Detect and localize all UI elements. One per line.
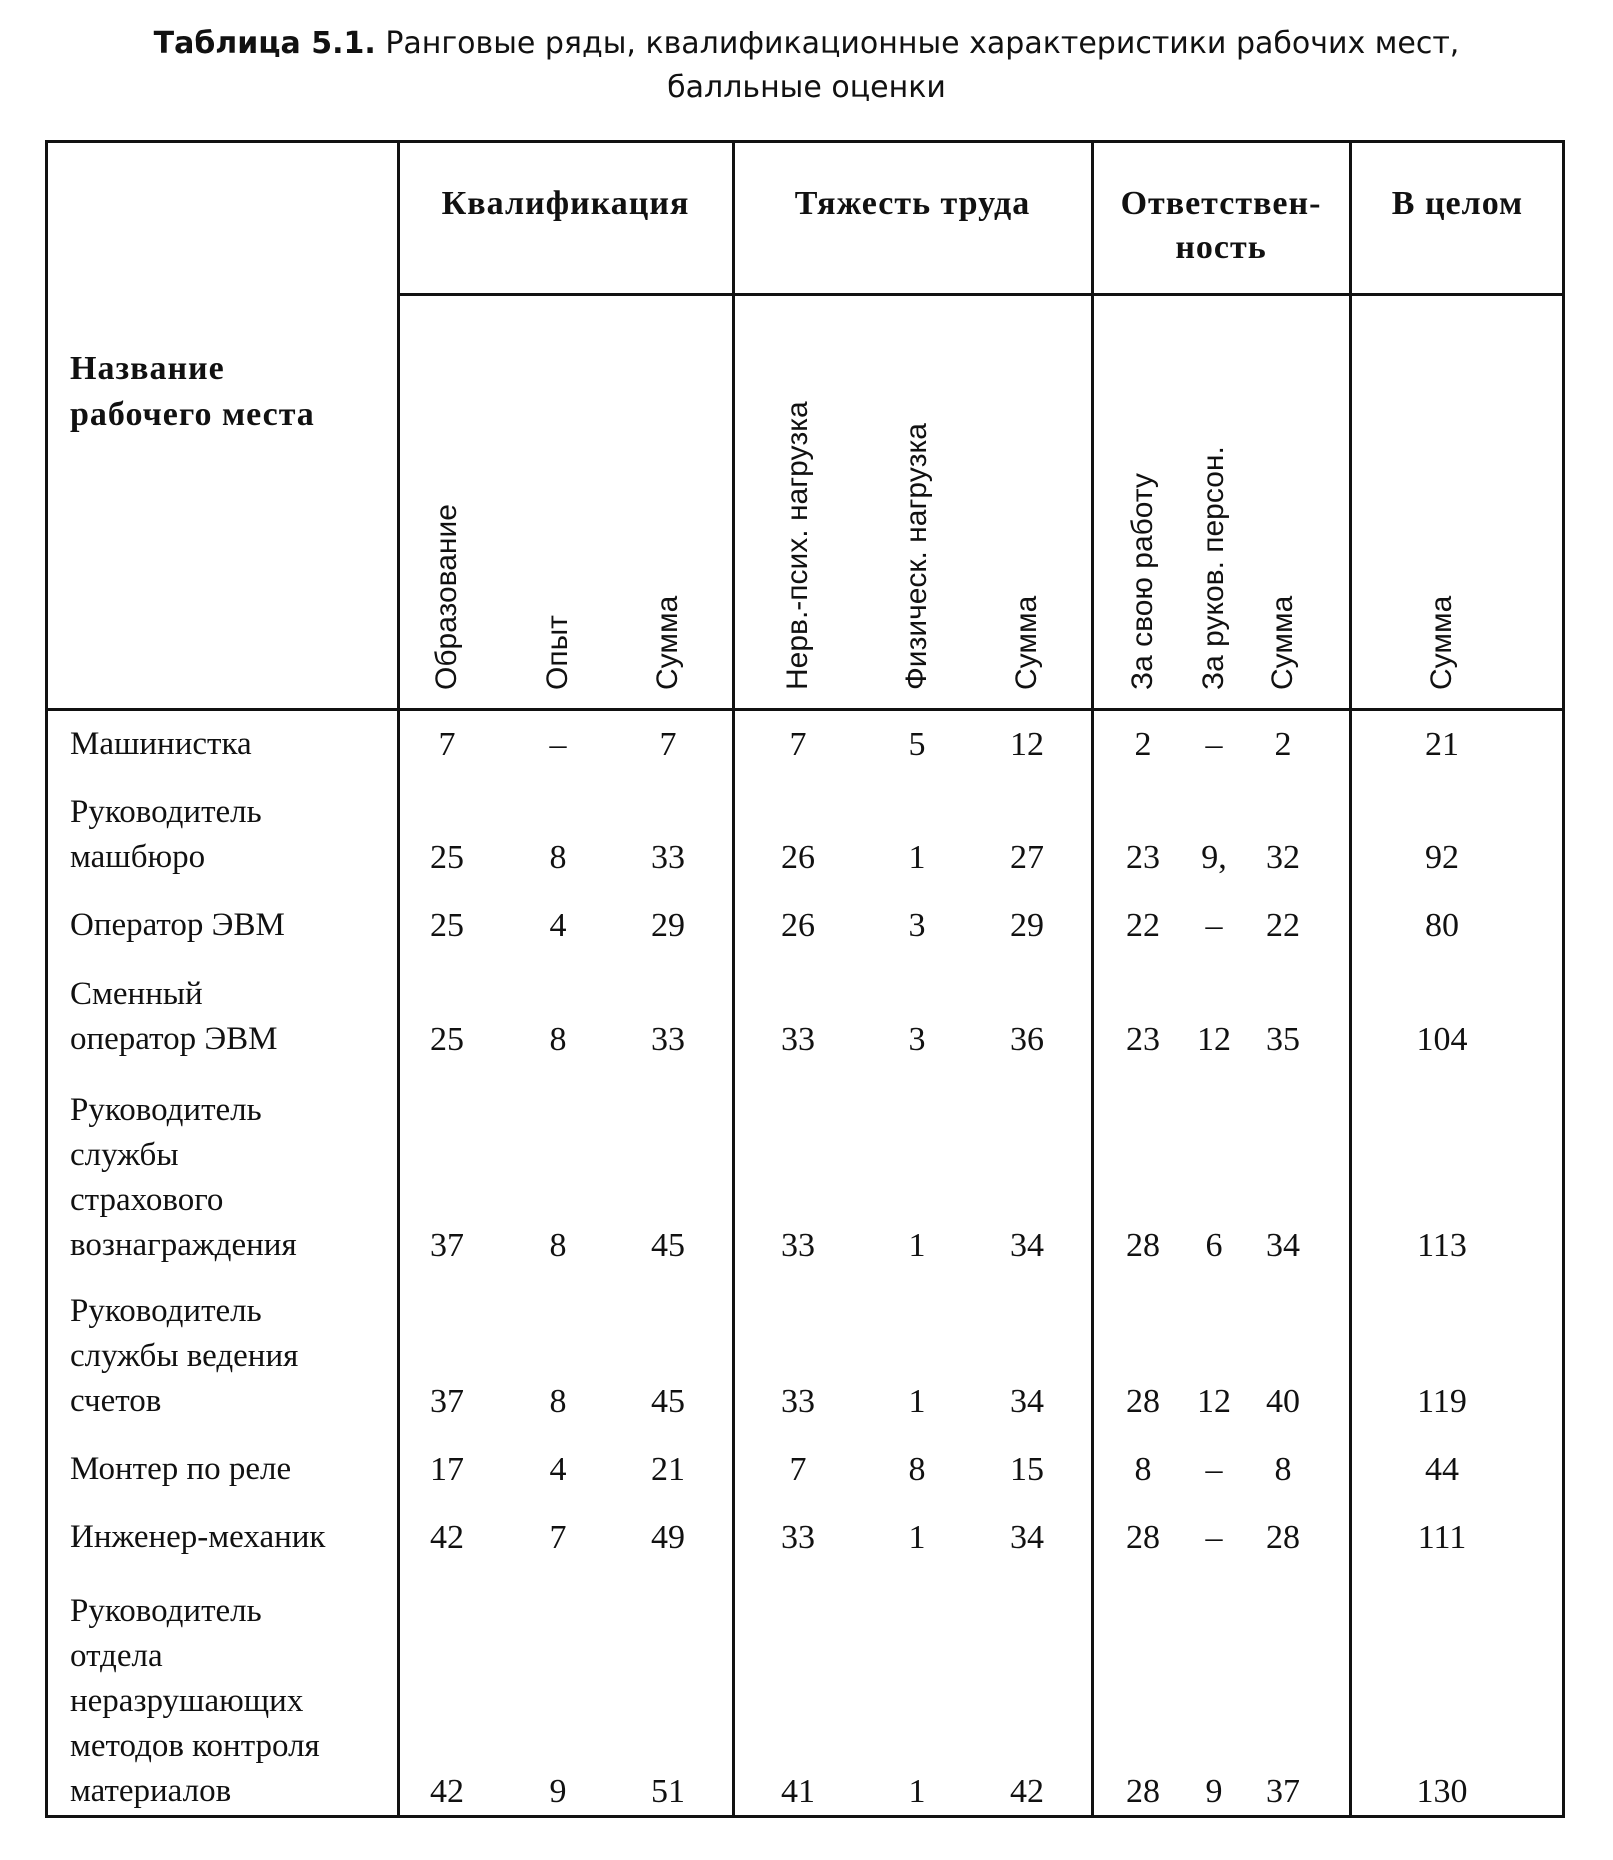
- table-cell: 33: [651, 1020, 685, 1058]
- row-name: [70, 722, 252, 767]
- subheader-10: Сумма: [1425, 595, 1458, 690]
- table-cell: 33: [781, 1020, 815, 1058]
- table-caption: [0, 22, 1613, 110]
- row-name-line: Машинистка: [70, 725, 252, 762]
- table-cell: 37: [430, 1382, 464, 1420]
- column-divider: [397, 140, 400, 1818]
- row-name-line: вознаграждения: [70, 1226, 297, 1263]
- caption-line-1: [0, 22, 1613, 66]
- table-cell: 111: [1417, 1518, 1467, 1556]
- table-cell: 8: [1274, 1450, 1292, 1488]
- table-cell: 42: [1010, 1772, 1044, 1810]
- table-cell: 34: [1266, 1226, 1300, 1264]
- table-cell: 80: [1425, 906, 1459, 944]
- row-name-line: Руководитель: [70, 1292, 262, 1329]
- table-cell: –: [1205, 906, 1223, 944]
- table-cell: 37: [1266, 1772, 1300, 1810]
- column-divider: [1349, 140, 1352, 1818]
- table-cell: 12: [1197, 1382, 1231, 1420]
- table-cell: 3: [908, 906, 926, 944]
- table-cell: 5: [908, 725, 926, 763]
- subheader-7: За свою работу: [1126, 473, 1159, 690]
- table-cell: 40: [1266, 1382, 1300, 1420]
- table-cell: 23: [1126, 1020, 1160, 1058]
- row-name-line: Оператор ЭВМ: [70, 906, 285, 943]
- table-cell: 21: [651, 1450, 685, 1488]
- table-cell: 1: [908, 1226, 926, 1264]
- row-name-line: методов контроля: [70, 1727, 320, 1764]
- table-cell: 22: [1266, 906, 1300, 944]
- table-cell: 21: [1425, 725, 1459, 763]
- table-cell: 51: [651, 1772, 685, 1810]
- row-name-line: отдела: [70, 1637, 163, 1674]
- row-name-line: Руководитель: [70, 1091, 262, 1128]
- table-cell: 28: [1126, 1382, 1160, 1420]
- group-header-line: В целом: [1391, 185, 1524, 222]
- row-name: [70, 1589, 320, 1814]
- group-header-heavy: [733, 182, 1092, 226]
- table-cell: 17: [430, 1450, 464, 1488]
- row-name: [70, 1515, 325, 1560]
- table-cell: 45: [651, 1382, 685, 1420]
- table-cell: 8: [549, 1020, 567, 1058]
- table-cell: 27: [1010, 838, 1044, 876]
- column-divider: [732, 140, 735, 1818]
- row-name-line: машбюро: [70, 838, 206, 875]
- table-cell: 8: [1134, 1450, 1152, 1488]
- name-header-line: Название: [70, 350, 225, 387]
- row-name-line: Монтер по реле: [70, 1450, 292, 1487]
- table-cell: 26: [781, 906, 815, 944]
- table-cell: 25: [430, 1020, 464, 1058]
- table-cell: 1: [908, 1382, 926, 1420]
- subheader-8: За руков. персон.: [1197, 446, 1230, 690]
- caption-label: Таблица 5.1.: [153, 26, 376, 61]
- table-cell: 42: [430, 1772, 464, 1810]
- table-cell: 23: [1126, 838, 1160, 876]
- table-cell: 92: [1425, 838, 1459, 876]
- caption-line-2: балльные оценки: [667, 70, 946, 105]
- table-cell: 33: [781, 1518, 815, 1556]
- table-cell: 32: [1266, 838, 1300, 876]
- table-cell: –: [1205, 1450, 1223, 1488]
- table-cell: 33: [651, 838, 685, 876]
- table-cell: 28: [1266, 1518, 1300, 1556]
- table-cell: 9,: [1201, 838, 1227, 876]
- table-cell: 25: [430, 838, 464, 876]
- table-cell: 7: [789, 1450, 807, 1488]
- row-name: [70, 790, 262, 880]
- subheader-1: Образование: [430, 504, 463, 690]
- row-name-line: неразрушающих: [70, 1682, 304, 1719]
- table-cell: 8: [549, 1382, 567, 1420]
- table-cell: 4: [549, 1450, 567, 1488]
- table-cell: 7: [789, 725, 807, 763]
- table-cell: 9: [1205, 1772, 1223, 1810]
- table-cell: 119: [1417, 1382, 1467, 1420]
- row-name: [70, 1447, 291, 1492]
- table-cell: 113: [1417, 1226, 1467, 1264]
- table-cell: 33: [781, 1382, 815, 1420]
- table-cell: 33: [781, 1226, 815, 1264]
- table-cell: 2: [1274, 725, 1292, 763]
- table-cell: 34: [1010, 1382, 1044, 1420]
- row-name: [70, 903, 285, 948]
- column-divider: [1091, 140, 1094, 1818]
- row-name-line: оператор ЭВМ: [70, 1020, 278, 1057]
- table-cell: 49: [651, 1518, 685, 1556]
- row-name-line: Руководитель: [70, 1592, 262, 1629]
- subheader-3: Сумма: [651, 595, 684, 690]
- caption-title: Ранговые ряды, квалификационные характеристики рабочих мест,: [385, 26, 1460, 61]
- table-cell: 42: [430, 1518, 464, 1556]
- table-cell: 44: [1425, 1450, 1459, 1488]
- group-header-line: Тяжесть труда: [794, 185, 1031, 222]
- group-header-qual: [398, 182, 733, 226]
- table-cell: 26: [781, 838, 815, 876]
- table-cell: 41: [781, 1772, 815, 1810]
- row-name: [70, 1088, 297, 1268]
- table-cell: 29: [651, 906, 685, 944]
- table-cell: 36: [1010, 1020, 1044, 1058]
- table-cell: 22: [1126, 906, 1160, 944]
- row-name: [70, 972, 277, 1062]
- table-cell: 7: [549, 1518, 567, 1556]
- table-cell: 8: [908, 1450, 926, 1488]
- table-cell: 28: [1126, 1518, 1160, 1556]
- row-name-line: страхового: [70, 1181, 224, 1218]
- row-name-line: счетов: [70, 1382, 162, 1419]
- header-body-divider: [45, 708, 1565, 711]
- row-name-line: Руководитель: [70, 793, 262, 830]
- group-header-divider: [398, 293, 1565, 296]
- table-cell: 1: [908, 838, 926, 876]
- table-cell: 15: [1010, 1450, 1044, 1488]
- name-header-line: рабочего места: [70, 396, 315, 433]
- table-cell: 8: [549, 838, 567, 876]
- table-cell: 1: [908, 1518, 926, 1556]
- table-cell: 8: [549, 1226, 567, 1264]
- table-cell: 1: [908, 1772, 926, 1810]
- group-header-resp: [1092, 182, 1350, 270]
- subheader-6: Сумма: [1010, 595, 1043, 690]
- subheader-4: Нерв.-псих. нагрузка: [781, 401, 814, 690]
- table-cell: 45: [651, 1226, 685, 1264]
- group-header-line: ность: [1175, 229, 1267, 266]
- row-name-line: службы ведения: [70, 1337, 299, 1374]
- table-cell: –: [549, 725, 567, 763]
- name-column-header: [70, 346, 315, 438]
- subheader-5: Физическ. нагрузка: [900, 423, 933, 690]
- table-cell: 6: [1205, 1226, 1223, 1264]
- table-cell: 29: [1010, 906, 1044, 944]
- table-cell: 25: [430, 906, 464, 944]
- table-cell: 28: [1126, 1772, 1160, 1810]
- table-cell: 12: [1010, 725, 1044, 763]
- table-cell: –: [1205, 1518, 1223, 1556]
- table-cell: 34: [1010, 1226, 1044, 1264]
- subheader-2: Опыт: [541, 615, 574, 690]
- subheader-9: Сумма: [1266, 595, 1299, 690]
- table-cell: 104: [1416, 1020, 1468, 1058]
- table-cell: 2: [1134, 725, 1152, 763]
- table-cell: 4: [549, 906, 567, 944]
- group-header-line: Квалификация: [441, 185, 690, 222]
- table-cell: 28: [1126, 1226, 1160, 1264]
- row-name-line: материалов: [70, 1772, 232, 1809]
- table-cell: 37: [430, 1226, 464, 1264]
- row-name-line: Инженер-механик: [70, 1518, 326, 1555]
- group-header-line: Ответствен-: [1120, 185, 1322, 222]
- table-cell: 35: [1266, 1020, 1300, 1058]
- row-name-line: Сменный: [70, 975, 203, 1012]
- table-cell: –: [1205, 725, 1223, 763]
- table-cell: 130: [1416, 1772, 1468, 1810]
- row-name-line: службы: [70, 1136, 179, 1173]
- table-cell: 7: [438, 725, 456, 763]
- group-header-total: [1350, 182, 1565, 226]
- table-cell: 12: [1197, 1020, 1231, 1058]
- table-cell: 34: [1010, 1518, 1044, 1556]
- table-cell: 3: [908, 1020, 926, 1058]
- table-cell: 7: [659, 725, 677, 763]
- row-name: [70, 1289, 298, 1424]
- table-cell: 9: [549, 1772, 567, 1810]
